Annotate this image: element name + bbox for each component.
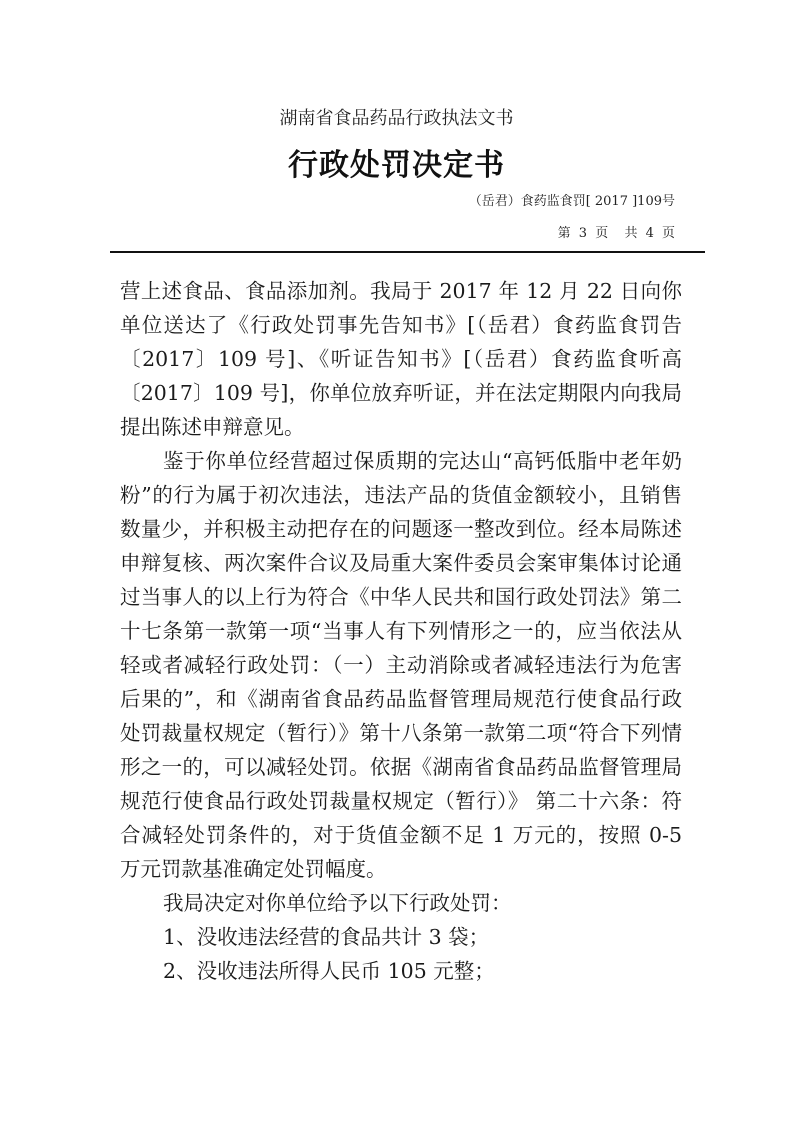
document-body (120, 274, 682, 988)
issuing-authority-title: 湖南省食品药品行政执法文书 (279, 108, 514, 129)
header-divider (110, 251, 705, 253)
paragraph-reasoning: 鉴于你单位经营超过保质期的完达山“高钙低脂中老年奶粉”的行为属于初次违法，违法产品的货值金额较小，且销售数量少，并积极主动把存在的问题逐一整改到位。经本局陈述申辩复核、两次案件合议及局重大案件委员会案审集体讨论通过当事人的以上行为符合《中华人民共和国行政处罚法》第二十七条第一款第一项“当事人有下列情形之一的，应当依法从轻或者减轻行政处罚：（一）主动消除或者减轻违法行为危害后果的”，和《湖南省食品药品监督管理局规范行使食品行政处罚裁量权规定（暂行）》第十八条第一款第二项“符合下列情形之一的，可以减轻处罚。依据《湖南省食品药品监督管理局规范行使食品行政处罚裁量权规定（暂行）》 第二十六条：符合减轻处罚条件的，对于货值金额不足 1 万元的，按照 0-5 万元罚款基准确定处罚幅度。 (120, 449, 682, 881)
page-indicator: 第 3 页 共 4 页 (557, 226, 675, 241)
paragraph-decision-intro: 我局决定对你单位给予以下行政处罚： (163, 891, 512, 915)
document-number: （岳君）食药监食罚[ 2017 ]109号 (468, 194, 675, 209)
document-title: 行政处罚决定书 (288, 148, 505, 183)
penalty-item: 2、没收违法所得人民币 105 元整； (163, 959, 495, 983)
penalty-item: 1、没收违法经营的食品共计 3 袋； (163, 925, 490, 949)
paragraph-service-notice: 营上述食品、食品添加剂。我局于 2017 年 12 月 22 日向你单位送达了《行政处罚事先告知书》[（岳君）食药监食罚告〔2017〕109 号]、《听证告知书》[（岳君）食药监食听高〔2017〕109 号]，你单位放弃听证，并在法定期限内向我局提出陈述申辩意见。 (120, 279, 682, 439)
